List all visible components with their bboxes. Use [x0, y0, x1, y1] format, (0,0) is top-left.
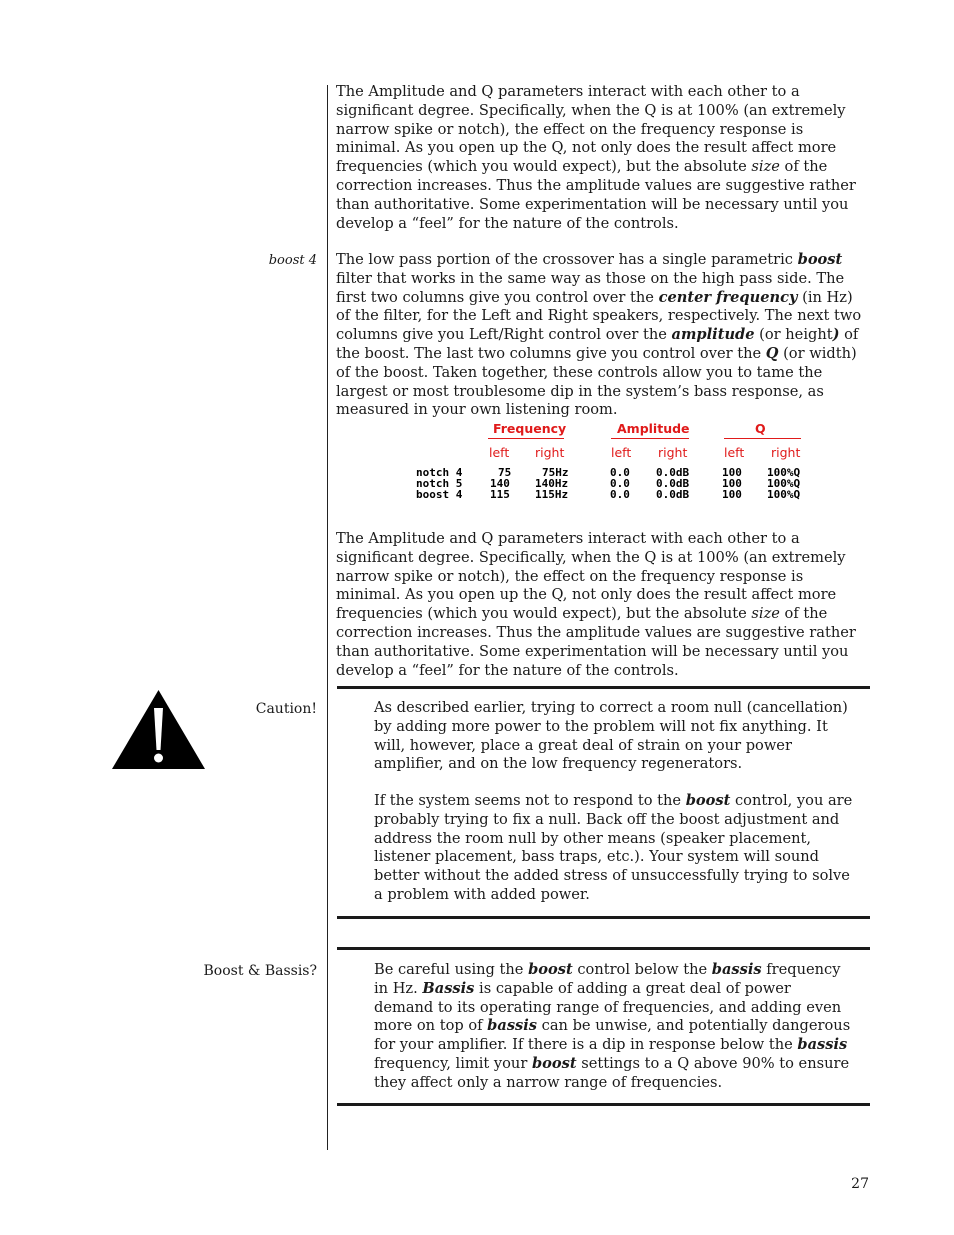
header-frequency: Frequency — [493, 421, 567, 436]
row-freq-right: 115Hz — [535, 488, 569, 501]
row-amp-left: 0.0 — [610, 477, 630, 490]
row-name: notch 4 — [416, 466, 463, 479]
row-freq-right: 75Hz — [542, 466, 569, 479]
row-amp-right: 0.0dB — [656, 477, 690, 490]
sub-q-left: left — [724, 445, 745, 460]
page-number: 27 — [851, 1176, 869, 1192]
row-freq-left: 140 — [490, 477, 510, 490]
row-q-right: 100%Q — [767, 477, 801, 490]
sub-freq-right: right — [535, 445, 565, 460]
underline-q — [724, 438, 801, 439]
boost-paragraph: The low pass portion of the crossover has a single parametric boost filter that works in the same way as those on the high pass side. The first two columns give you control over the center frequency (in Hz) of the filter, for the Left and Right speakers, respectively. The next two columns give you Left/Right control over the amplitude (or height) of the boost. The last two columns give you control over the Q (or width) of the boost. Taken together, these controls allow you to tame the largest or most troublesome dip in the system’s bass response, as measured in your own listening room. — [336, 251, 862, 419]
warning-triangle-icon — [112, 690, 205, 770]
header-q: Q — [755, 421, 766, 436]
intro-paragraph: The Amplitude and Q parameters interact with each other to a significant degree. Specifically, when the Q is at 100% (an extremely narrow spike or notch), the effect on the frequency response is minimal. As you open up the Q, not only does the result affect more frequencies (which you would expect), but the absolute size of the correction increases. Thus the amplitude values are suggestive rather than authoritative. Some experimentation will be necessary until you develop a “feel” for the nature of the controls. — [336, 83, 856, 232]
sub-amp-right: right — [658, 445, 688, 460]
margin-rule — [327, 85, 328, 1150]
row-amp-left: 0.0 — [610, 466, 630, 479]
boost-bassis-paragraph: Be careful using the boost control below the bassis frequency in Hz. Bassis is capable of adding a great deal of power demand to its operating range of frequencies, and adding even more on top of bassis can be unwise, and potentially dangerous for your amplifier. If there is a dip in response below the bassis frequency, limit your boost settings to a Q above 90% to ensure they affect only a narrow range of frequencies. — [374, 961, 851, 1091]
caution-bottom-rule — [337, 916, 870, 919]
caution-paragraph-1: As described earlier, trying to correct a room null (cancellation) by adding more power to the problem will not fix anything. It will, however, place a great deal of strain on your power amplifier, and on the low frequency regenerators. — [374, 699, 848, 773]
margin-label-caution: Caution! — [255, 701, 317, 717]
row-amp-right: 0.0dB — [656, 488, 690, 501]
row-q-left: 100 — [722, 466, 742, 479]
row-name: boost 4 — [416, 488, 463, 501]
row-amp-left: 0.0 — [610, 488, 630, 501]
row-q-right: 100%Q — [767, 466, 801, 479]
underline-frequency — [488, 438, 564, 439]
header-amplitude: Amplitude — [617, 421, 690, 436]
caution-paragraph-2: If the system seems not to respond to the boost control, you are probably trying to fix a null. Back off the boost adjustment and address the room null by other means (speaker placement, listener placement, bass traps, etc.). Your system will sound better without the added stress of unsuccessfully trying to solve a problem with added power. — [374, 792, 853, 903]
sub-freq-left: left — [489, 445, 510, 460]
margin-label-boost-bassis: Boost & Bassis? — [203, 963, 317, 979]
bassis-bottom-rule — [337, 1103, 870, 1106]
row-freq-left: 75 — [498, 466, 512, 479]
row-freq-left: 115 — [490, 488, 510, 501]
row-q-right: 100%Q — [767, 488, 801, 501]
row-freq-right: 140Hz — [535, 477, 569, 490]
caution-top-rule — [337, 686, 870, 689]
row-amp-right: 0.0dB — [656, 466, 690, 479]
row-q-left: 100 — [722, 477, 742, 490]
sub-amp-left: left — [611, 445, 632, 460]
bassis-top-rule — [337, 947, 870, 950]
margin-label-boost-4: boost 4 — [268, 253, 317, 268]
row-q-left: 100 — [722, 488, 742, 501]
second-paragraph: The Amplitude and Q parameters interact with each other to a significant degree. Specifically, when the Q is at 100% (an extremely narrow spike or notch), the effect on the frequency response is minimal. As you open up the Q, not only does the result affect more frequencies (which you would expect), but the absolute size of the correction increases. Thus the amplitude values are suggestive rather than authoritative. Some experimentation will be necessary until you develop a “feel” for the nature of the controls. — [336, 530, 856, 679]
row-name: notch 5 — [416, 477, 463, 490]
sub-q-right: right — [771, 445, 801, 460]
underline-amplitude — [611, 438, 689, 439]
